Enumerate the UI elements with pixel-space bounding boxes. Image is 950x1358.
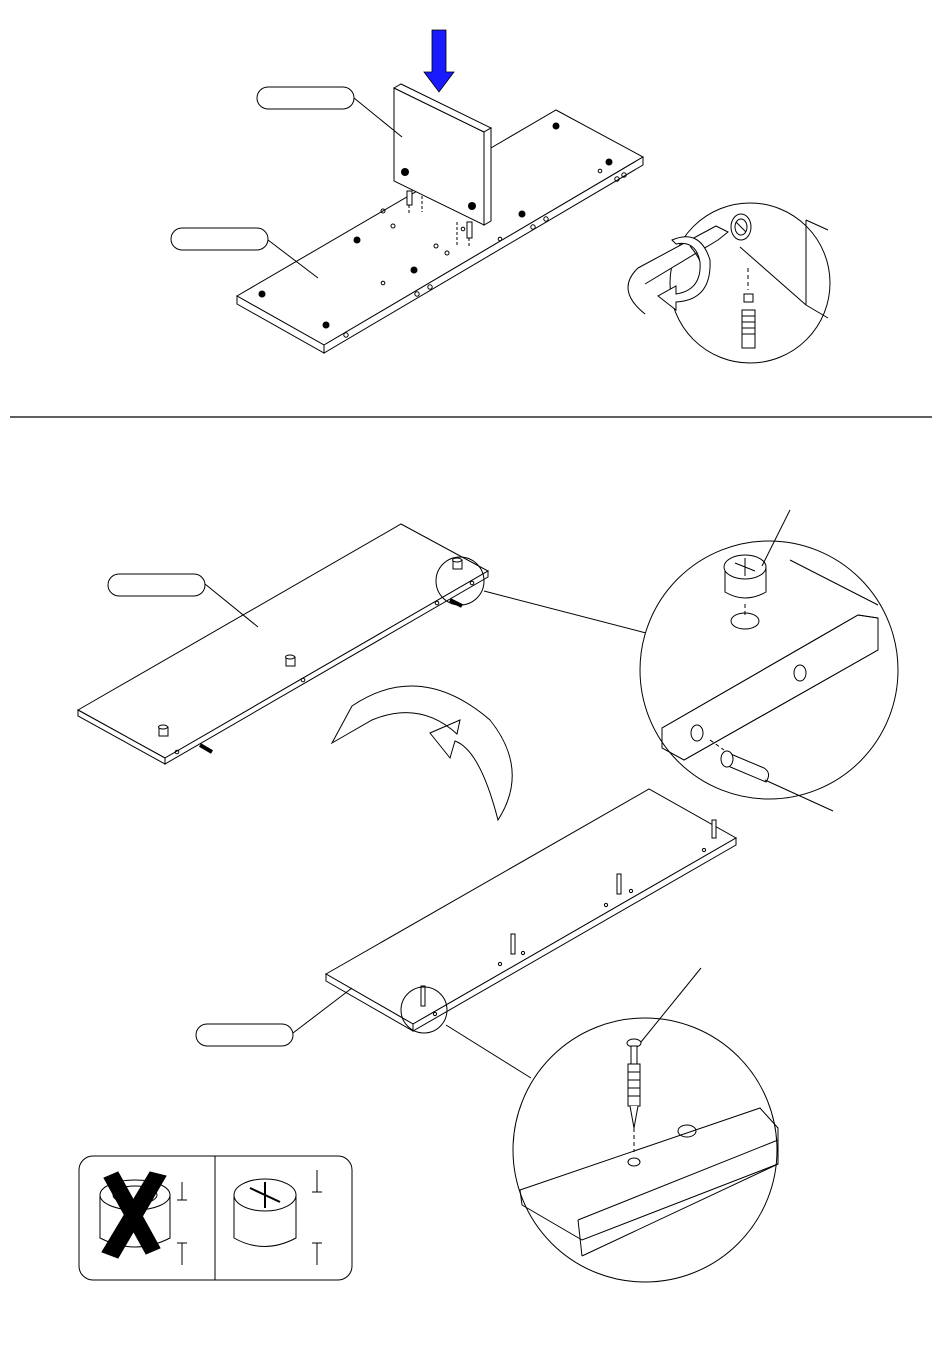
flip-arrow-icon: [332, 686, 512, 820]
top-panel: [78, 524, 488, 764]
cam-lock-orientation-box: [79, 1156, 352, 1280]
step-1-illustration: [171, 30, 830, 363]
cam-lock-icon: [731, 214, 751, 240]
callout-label-vertical-panel: [257, 87, 354, 109]
down-arrow-icon: [424, 30, 454, 92]
cam-lock-detail-circle: [640, 510, 898, 811]
callout-label-base-panel: [171, 228, 268, 250]
callout-label-top-panel: [108, 574, 205, 596]
step-2-illustration: [78, 510, 898, 1282]
callout-label-bottom-panel: [196, 1024, 293, 1046]
cam-bolt-detail-circle: [513, 968, 778, 1282]
screwdriver-detail-circle: [628, 203, 830, 363]
bottom-panel: [326, 789, 736, 1033]
